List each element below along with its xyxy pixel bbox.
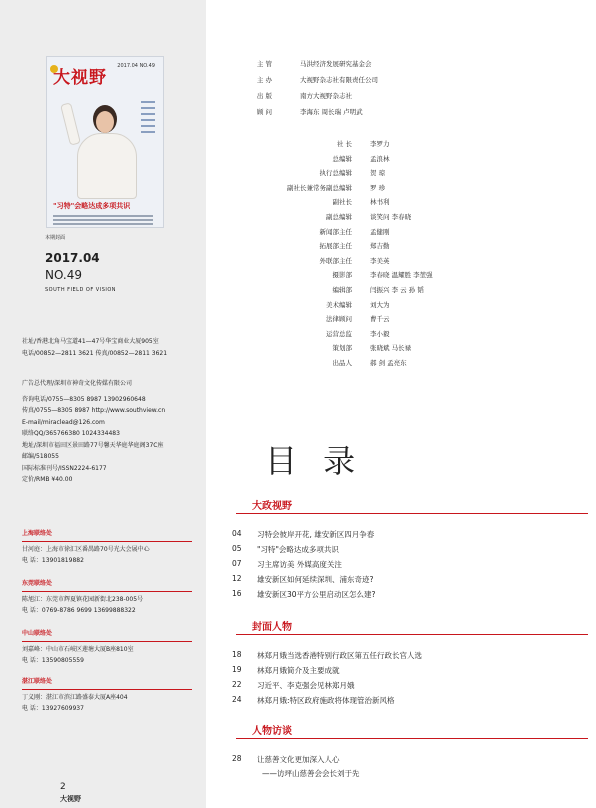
staff-role: 法律顾问 bbox=[326, 315, 352, 324]
issue-number: NO.49 bbox=[45, 268, 83, 282]
address-line: 电话/00852—2811 3621 传真/00852—2811 3621 bbox=[22, 349, 168, 357]
staff-names: 郝 剑 孟亮东 bbox=[370, 359, 407, 367]
contact-line: 国际标准刊号/ISSN2224-6177 bbox=[22, 464, 107, 472]
office-line: 电 话：13901819882 bbox=[22, 557, 84, 564]
address-block bbox=[22, 336, 167, 359]
masthead-role: 出 版 bbox=[256, 92, 272, 100]
masthead-name: 马洪经济发展研究基金会 bbox=[300, 60, 372, 68]
office-dongguan bbox=[22, 578, 192, 617]
staff-role: 运营总监 bbox=[326, 329, 352, 338]
staff-role: 执行总编辑 bbox=[319, 169, 352, 178]
staff-names: 孟健刚 bbox=[370, 227, 390, 236]
office-name: 上海联络处 bbox=[22, 530, 53, 537]
contact-line: 联络QQ/365766380 1024334483 bbox=[22, 430, 120, 437]
contact-line: 传真/0755—8305 8987 http://www.southview.cn bbox=[22, 407, 166, 414]
staff-names: 闫振兴 李 云 孙 韬 bbox=[370, 286, 424, 294]
masthead-role: 顾 问 bbox=[256, 108, 272, 116]
staff-names: 张晓斌 马长禄 bbox=[370, 344, 412, 353]
staff-names: 贺 琼 bbox=[370, 169, 386, 178]
cover-side-text bbox=[141, 97, 155, 157]
office-name: 湛江联络处 bbox=[22, 678, 53, 685]
office-line: 电 话：13927609937 bbox=[22, 705, 84, 712]
section-title: 大政视野 bbox=[252, 501, 292, 512]
staff-names: 李小毅 bbox=[370, 329, 390, 338]
staff-names: 孟浪林 bbox=[370, 154, 390, 163]
staff-role: 出品人 bbox=[332, 359, 352, 367]
section-title: 封面人物 bbox=[252, 622, 292, 633]
office-line: 甘河庭：上海市徐汇区番禺路70号光大会展中心 bbox=[22, 545, 150, 553]
office-zhanjiang bbox=[22, 676, 192, 715]
office-line: 电 话：13590805559 bbox=[22, 657, 84, 664]
office-line: 丁义刚：湛江市滨江路盛泰大厦A座404 bbox=[22, 693, 128, 701]
cover-person-face bbox=[96, 111, 114, 133]
cover-thumbnail[interactable] bbox=[46, 56, 164, 228]
masthead-name: 南方大视野杂志社 bbox=[300, 92, 352, 100]
staff-names: 曹千云 bbox=[370, 315, 390, 324]
cover-caption: 本期封面 bbox=[45, 235, 66, 241]
page-number: 2 bbox=[60, 782, 66, 792]
staff-names: 郑吉勤 bbox=[370, 242, 390, 251]
contact-line: 邮编/518055 bbox=[22, 453, 59, 460]
staff-role: 编辑部 bbox=[332, 286, 352, 294]
office-shanghai bbox=[22, 528, 192, 567]
staff-role: 新闻部主任 bbox=[319, 227, 352, 236]
cover-text-lines bbox=[53, 213, 153, 227]
staff-role: 拓展部主任 bbox=[319, 242, 352, 251]
cover-issue: 2017.04 NO.49 bbox=[117, 63, 155, 69]
section-title: 人物访谈 bbox=[252, 726, 292, 737]
cover-headline: "习特"会略达成多项共识 bbox=[53, 202, 131, 210]
staff-names: 李美英 bbox=[370, 256, 390, 265]
issue-english-title: SOUTH FIELD OF VISION bbox=[45, 287, 117, 293]
staff-role: 外联部主任 bbox=[319, 256, 352, 265]
staff-role: 美术编辑 bbox=[326, 300, 352, 309]
staff-names: 李春晓 温耀胜 李堃强 bbox=[370, 271, 433, 280]
contact-line: 地址/深圳市福田区景田路77号馨天华庭华庭阁37C座 bbox=[22, 441, 164, 449]
contact-line: 定价/RMB ¥40.00 bbox=[22, 476, 73, 483]
contact-line: 广告总代理/深圳市神奇文化传媒有限公司 bbox=[22, 380, 133, 387]
staff-role: 策划部 bbox=[332, 344, 352, 353]
toc-title: 目 录 bbox=[265, 442, 364, 480]
cover-arm bbox=[60, 102, 81, 145]
masthead-name: 李海东 周长瑞 卢明武 bbox=[300, 108, 363, 116]
staff-names: 刘大为 bbox=[370, 300, 390, 309]
office-line: 电 话：0769-8786 9699 13699888322 bbox=[22, 607, 136, 614]
staff-names: 谈笑问 李春晓 bbox=[370, 213, 412, 221]
staff-names: 李罗力 bbox=[370, 140, 390, 148]
office-name: 中山联络处 bbox=[22, 630, 53, 637]
masthead-name: 大视野杂志社有限责任公司 bbox=[300, 76, 378, 84]
office-zhongshan bbox=[22, 628, 192, 667]
contact-block bbox=[22, 378, 165, 486]
staff-names: 林书利 bbox=[370, 198, 390, 207]
contact-line: 咨询电话/0755—8305 8987 13902960648 bbox=[22, 395, 146, 403]
staff-names: 罗 珍 bbox=[370, 183, 386, 192]
staff-role: 摄影部 bbox=[332, 271, 352, 280]
issue-date: 2017.04 bbox=[45, 251, 100, 265]
staff-role: 副社长兼常务副总编辑 bbox=[287, 183, 352, 192]
left-column bbox=[0, 0, 206, 808]
footer-logo: 大视野 bbox=[60, 795, 81, 803]
staff-role: 总编辑 bbox=[332, 154, 352, 163]
office-line: 陈旭江：东莞市辉夏镇花园新街北238-005号 bbox=[22, 595, 144, 603]
address-line: 社址/香港北角马宝道41—47号华宝商业大厦905室 bbox=[22, 338, 159, 345]
masthead-role: 主 管 bbox=[256, 60, 272, 68]
office-line: 刘嘉峰：中山市石岐区莲塘大厦B座810室 bbox=[22, 645, 134, 653]
cover-brand: 大视野 bbox=[53, 68, 107, 88]
contact-email[interactable]: E-mail/miraclead@126.com bbox=[22, 418, 105, 426]
staff-role: 副总编辑 bbox=[326, 213, 352, 221]
staff-role: 社 长 bbox=[336, 140, 352, 148]
cover-person-body bbox=[77, 133, 137, 199]
staff-role: 副社长 bbox=[332, 198, 352, 207]
masthead-role: 主 办 bbox=[256, 76, 272, 84]
office-name: 东莞联络处 bbox=[22, 580, 53, 587]
